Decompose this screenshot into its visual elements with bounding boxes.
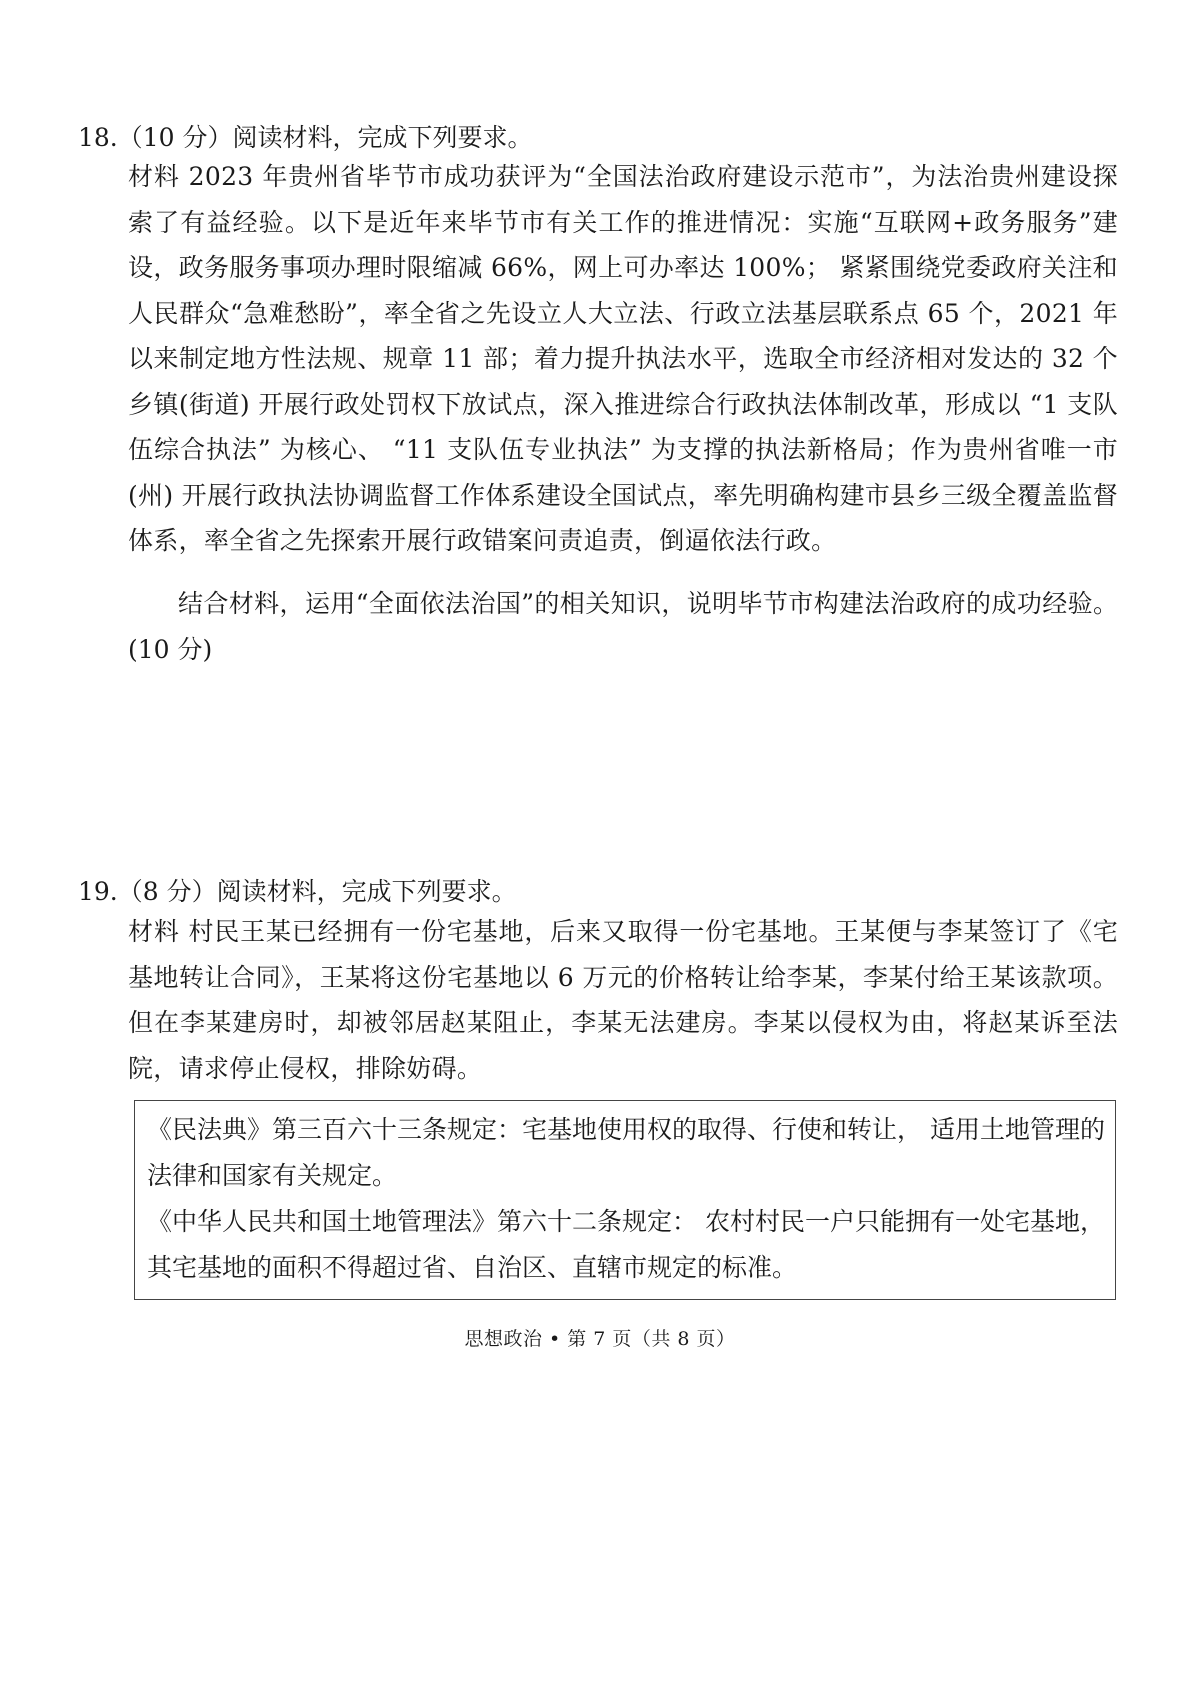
law-reference-box	[134, 1100, 1116, 1300]
question-19-material	[128, 909, 1118, 1091]
page-footer: 思想政治 • 第 7 页（共 8 页）	[464, 1328, 736, 1350]
question-18-material	[128, 154, 1118, 564]
question-19-material-text: 材料 村民王某已经拥有一份宅基地，后来又取得一份宅基地。王某便与李某签订了《宅基地转让合同》，王某将这份宅基地以 6 万元的价格转让给李某，李某付给王某该款项。但在李某建房时，却被邻居赵某阻止，李某无法建房。李某以侵权为由，将赵某诉至法院，请求停止侵权，排除妨碍。	[128, 917, 1118, 1083]
question-18-task	[128, 556, 1118, 697]
question-18-task-text: 结合材料，运用“全面依法治国”的相关知识，说明毕节市构建法治政府的成功经验。(10 分)	[128, 589, 1118, 664]
question-19-heading: 19.（8 分）阅读材料，完成下列要求。	[78, 877, 517, 906]
law-article-land-management: 《中华人民共和国土地管理法》第六十二条规定： 农村村民一户只能拥有一处宅基地， 其宅基地的面积不得超过省、自治区、直辖市规定的标准。	[147, 1207, 1105, 1282]
law-article-civil-code: 《民法典》第三百六十三条规定：宅基地使用权的取得、行使和转让， 适用土地管理的法律和国家有关规定。	[147, 1115, 1105, 1190]
question-18-material-text: 材料 2023 年贵州省毕节市成功获评为“全国法治政府建设示范市”，为法治贵州建设探索了有益经验。以下是近年来毕节市有关工作的推进情况：实施“互联网+政务服务”建设，政务服务事项办理时限缩减 66%，网上可办率达 100%； 紧紧围绕党委政府关注和人民群众“急难愁盼”，率全省之先设立人大立法、行政立法基层联系点 65 个，2021 年以来制定地方性法规、规章 11 部；着力提升执法水平，选取全市经济相对发达的 32 个乡镇(街道) 开展行政处罚权下放试点，深入推进综合行政执法体制改革，形成以 “1 支队伍综合执法” 为核心、 “11 支队伍专业执法” 为支撑的执法新格局；作为贵州省唯一市(州) 开展行政执法协调监督工作体系建设全国试点，率先明确构建市县乡三级全覆盖监督体系，率全省之先探索开展行政错案问责追责，倒逼依法行政。	[128, 162, 1118, 555]
question-18-heading: 18.（10 分）阅读材料，完成下列要求。	[78, 123, 533, 152]
